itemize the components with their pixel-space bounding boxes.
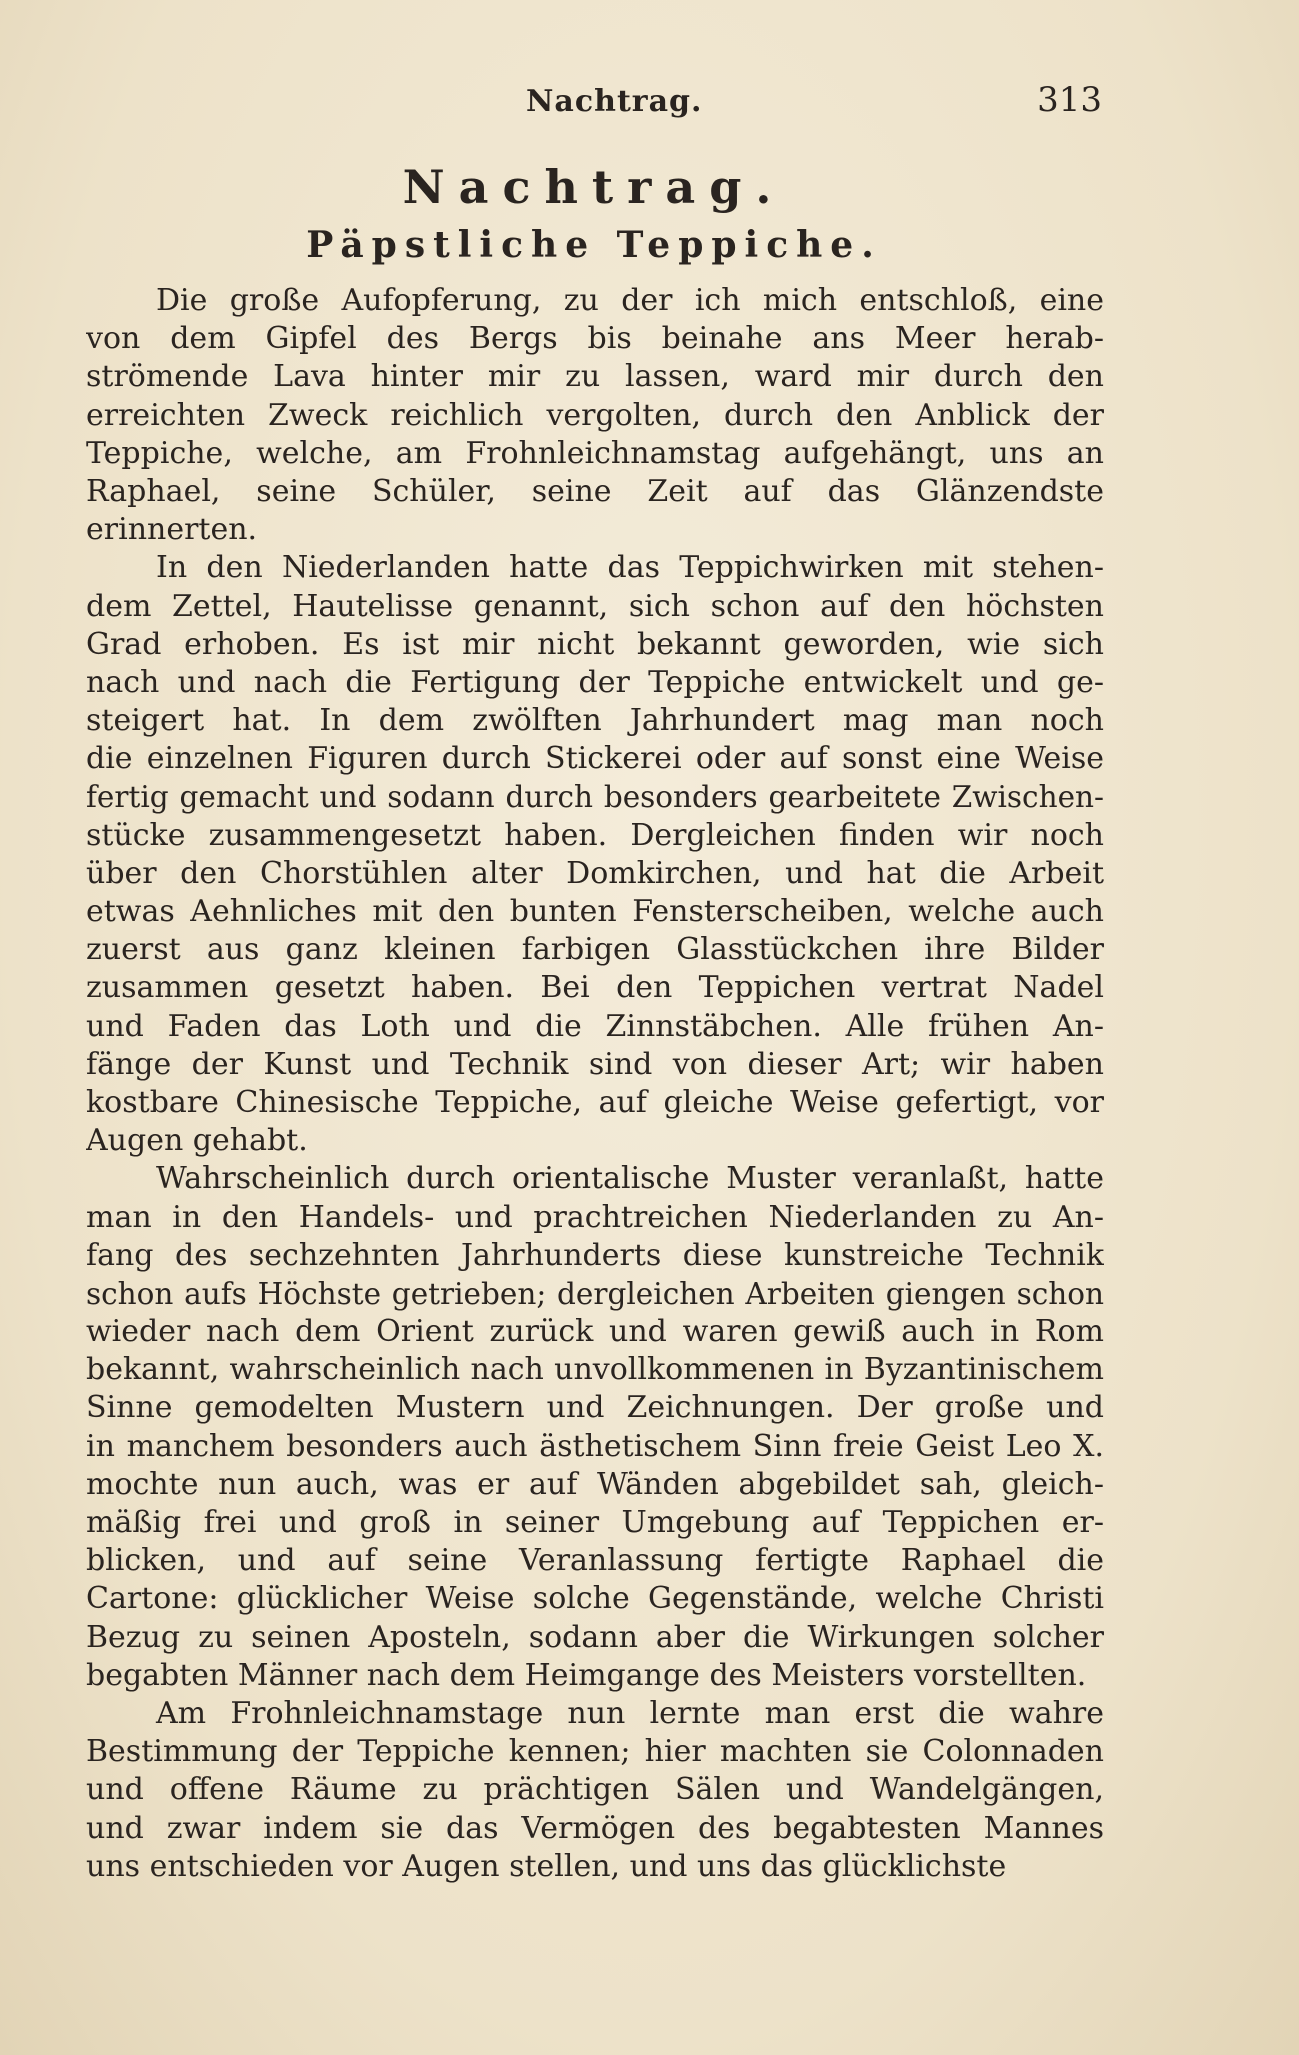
text-line: man in den Handels- und prachtreichen Niederlanden zu An- bbox=[86, 1199, 1104, 1235]
text-line: die einzelnen Figuren durch Stickerei oder auf sonst eine Weise bbox=[86, 741, 1104, 777]
text-line: zusammen gesetzt haben. Bei den Teppichen vertrat Nadel bbox=[86, 970, 1104, 1006]
page-number: 313 bbox=[1037, 80, 1102, 120]
text-line: bekannt, wahrscheinlich nach unvollkommenen in Byzantinischem bbox=[86, 1352, 1104, 1388]
text-line: in manchem besonders auch ästhetischem Sinn freie Geist Leo X. bbox=[86, 1428, 1104, 1464]
text-line: stücke zusammengesetzt haben. Dergleichen finden wir noch bbox=[86, 817, 1104, 853]
paragraph bbox=[86, 1695, 1104, 1886]
text-line: Sinne gemodelten Mustern und Zeichnungen. Der große und bbox=[86, 1390, 1104, 1426]
text-line: mäßig frei und groß in seiner Umgebung auf Teppichen er- bbox=[86, 1505, 1104, 1540]
paragraph bbox=[86, 549, 1104, 1160]
text-line: Am Frohnleichnamstage nun lernte man erst die wahre bbox=[156, 1695, 1104, 1731]
text-line: von dem Gipfel des Bergs bis beinahe ans Meer herab- bbox=[86, 321, 1104, 357]
text-line: wieder nach dem Orient zurück und waren gewiß auch in Rom bbox=[86, 1314, 1104, 1350]
text-line: dem Zettel, Hautelisse genannt, sich schon auf den höchsten bbox=[86, 588, 1104, 624]
text-line: und Faden das Loth und die Zinnstäbchen. Alle frühen An- bbox=[86, 1008, 1104, 1044]
text-line: blicken, und auf seine Veranlassung fertigte Raphael die bbox=[86, 1543, 1104, 1579]
text-line: kostbare Chinesische Teppiche, auf gleiche Weise gefertigt, vor bbox=[86, 1084, 1104, 1120]
text-line: über den Chorstühlen alter Domkirchen, und hat die Arbeit bbox=[86, 855, 1104, 891]
text-line: erinnerten. bbox=[86, 512, 258, 548]
paragraph bbox=[86, 1160, 1104, 1695]
section-title: Nachtrag. bbox=[402, 160, 786, 214]
text-line: Augen gehabt. bbox=[86, 1123, 308, 1159]
text-line: In den Niederlanden hatte das Teppichwirken mit stehen- bbox=[156, 550, 1104, 586]
text-line: Grad erhoben. Es ist mir nicht bekannt geworden, wie sich bbox=[86, 626, 1104, 662]
text-line: Bezug zu seinen Aposteln, sodann aber die Wirkungen solcher bbox=[86, 1619, 1104, 1655]
text-line: fänge der Kunst und Technik sind von dieser Art; wir haben bbox=[86, 1046, 1104, 1082]
text-line: fang des sechzehnten Jahrhunderts diese kunstreiche Technik bbox=[86, 1237, 1104, 1273]
text-line: zuerst aus ganz kleinen farbigen Glasstückchen ihre Bilder bbox=[86, 932, 1104, 968]
text-line: erreichten Zweck reichlich vergolten, durch den Anblick der bbox=[86, 397, 1104, 433]
text-line: begabten Männer nach dem Heimgange des Meisters vorstellten. bbox=[86, 1657, 1087, 1693]
text-line: strömende Lava hinter mir zu lassen, ward mir durch den bbox=[86, 359, 1104, 395]
text-line: uns entschieden vor Augen stellen, und uns das glücklichste bbox=[86, 1848, 1007, 1884]
body-text bbox=[86, 282, 1104, 1886]
text-line: Die große Aufopferung, zu der ich mich entschloß, eine bbox=[156, 283, 1104, 318]
text-line: steigert hat. In dem zwölften Jahrhundert mag man noch bbox=[86, 703, 1104, 739]
text-line: und offene Räume zu prächtigen Sälen und Wandelgängen, bbox=[86, 1772, 1104, 1808]
text-line: Cartone: glücklicher Weise solche Gegenstände, welche Christi bbox=[86, 1581, 1104, 1617]
text-line: nach und nach die Fertigung der Teppiche entwickelt und ge- bbox=[86, 664, 1104, 700]
text-line: etwas Aehnliches mit den bunten Fensterscheiben, welche auch bbox=[86, 894, 1104, 929]
text-line: Raphael, seine Schüler, seine Zeit auf das Glänzendste bbox=[86, 473, 1104, 509]
text-line: schon aufs Höchste getrieben; dergleichen Arbeiten giengen schon bbox=[86, 1276, 1104, 1311]
text-line: Wahrscheinlich durch orientalische Muster veranlaßt, hatte bbox=[156, 1161, 1104, 1197]
text-line: Bestimmung der Teppiche kennen; hier machten sie Colonnaden bbox=[86, 1734, 1104, 1770]
text-line: und zwar indem sie das Vermögen des begabtesten Mannes bbox=[86, 1810, 1104, 1846]
running-title: Nachtrag. bbox=[526, 84, 703, 119]
subsection-title: Päpstliche Teppiche. bbox=[306, 224, 882, 266]
running-head bbox=[86, 80, 1102, 130]
paragraph bbox=[86, 282, 1104, 549]
text-line: fertig gemacht und sodann durch besonders gearbeitete Zwischen- bbox=[86, 780, 1104, 815]
text-line: mochte nun auch, was er auf Wänden abgebildet sah, gleich- bbox=[86, 1466, 1104, 1502]
text-line: Teppiche, welche, am Frohnleichnamstag aufgehängt, uns an bbox=[86, 435, 1104, 471]
